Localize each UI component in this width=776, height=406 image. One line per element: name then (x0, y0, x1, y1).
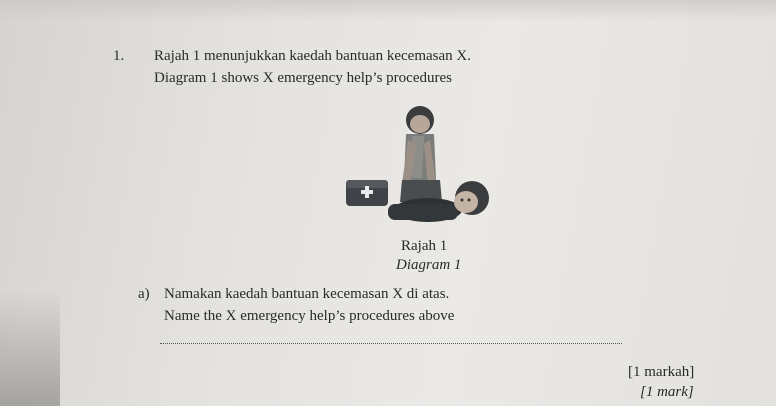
page-shadow-top (0, 0, 776, 22)
answer-line[interactable] (160, 343, 622, 344)
part-a-label: a) (138, 286, 150, 302)
part-a-prompt-english: Name the X emergency help’s procedures above (164, 308, 455, 324)
page-shadow-left (0, 290, 60, 406)
marks-english: [1 mark] (640, 384, 694, 400)
question-stem-english: Diagram 1 shows X emergency help’s procedures (154, 70, 452, 86)
question-number: 1. (113, 48, 125, 64)
figure-caption-english: Diagram 1 (396, 257, 462, 273)
figure-caption-malay: Rajah 1 (401, 238, 448, 254)
marks-malay: [1 markah] (628, 364, 695, 380)
cpr-illustration-icon (332, 100, 502, 230)
part-a-prompt-malay: Namakan kaedah bantuan kecemasan X di atas. (164, 286, 450, 302)
question-stem-malay: Rajah 1 menunjukkan kaedah bantuan kecemasan X. (154, 48, 471, 64)
